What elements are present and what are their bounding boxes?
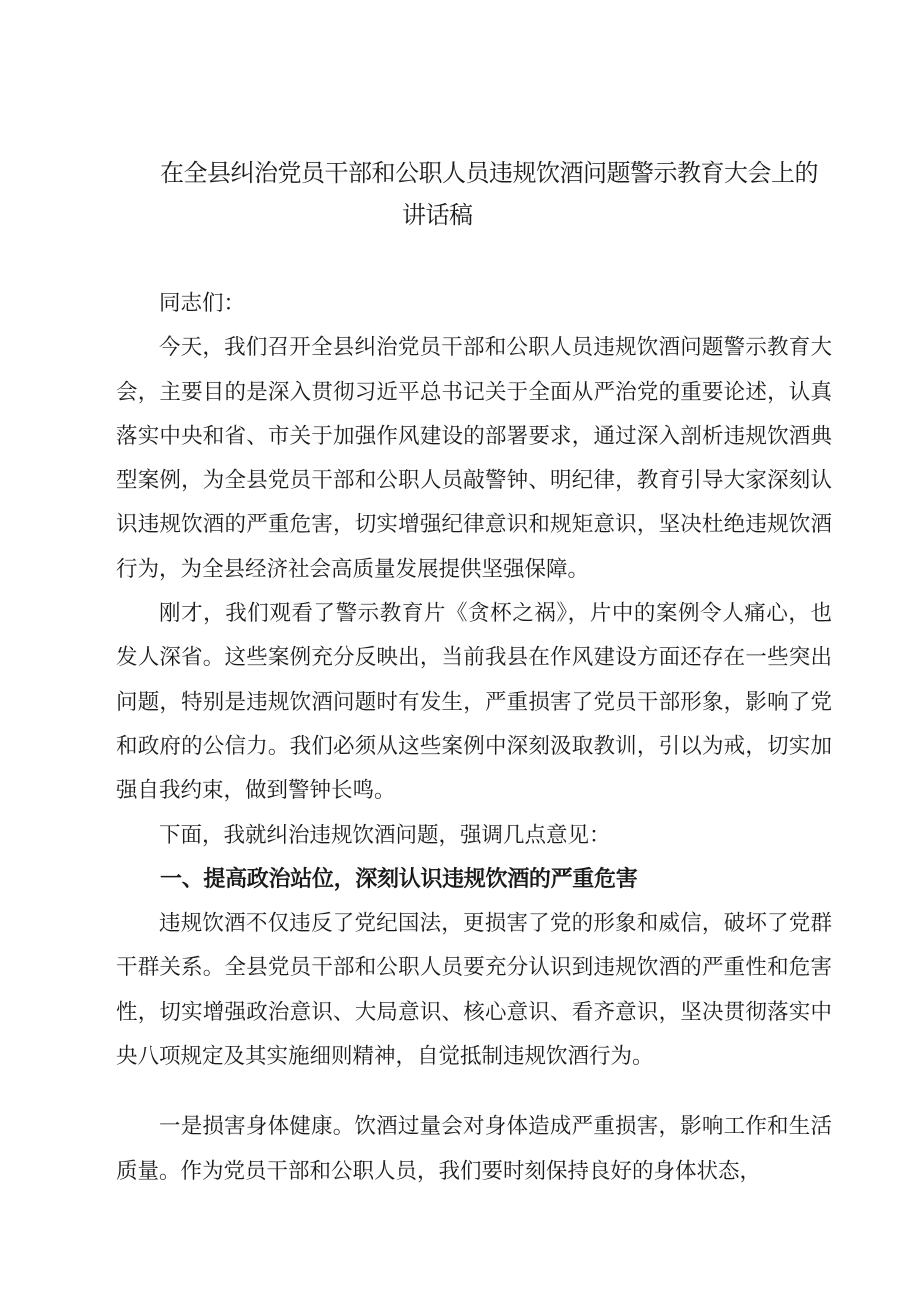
paragraph-transition: 下面，我就纠治违规饮酒问题，强调几点意见： (159, 822, 611, 848)
document-title (160, 152, 830, 236)
salutation: 同志们： (159, 291, 246, 316)
section-1-paragraph: 违规饮酒不仅违反了党纪国法，更损害了党的形象和威信，破坏了党群干群关系。全县党员干部和公职人员要充分认识到违规饮酒的严重性和危害性，切实增强政治意识、大局意识、核心意识、看齐意识，坚决贯彻落实中央八项规定及其实施细则精神，自觉抵制违规饮酒行为。 (116, 911, 832, 1070)
section-heading-1: 一、提高政治站位，深刻认识违规饮酒的严重危害 (160, 866, 638, 892)
title-line-1: 在全县纠治党员干部和公职人员违规饮酒问题警示教育大会上的 (160, 159, 818, 187)
title-line-2: 讲话稿 (402, 201, 473, 229)
document-body (116, 282, 832, 1194)
paragraph-opening: 今天，我们召开全县纠治党员干部和公职人员违规饮酒问题警示教育大会，主要目的是深入贯彻习近平总书记关于全面从严治党的重要论述，认真落实中央和省、市关于加强作风建设的部署要求，通过深入剖析违规饮酒典型案例，为全县党员干部和公职人员敲警钟、明纪律，教育引导大家深刻认识违规饮酒的严重危害，切实增强纪律意识和规矩意识，坚决杜绝违规饮酒行为，为全县经济社会高质量发展提供坚强保障。 (116, 335, 832, 582)
section-1-point-1: 一是损害身体健康。饮酒过量会对身体造成严重损害，影响工作和生活质量。作为党员干部和公职人员，我们要时刻保持良好的身体状态， (116, 1114, 832, 1184)
paragraph-warning-film: 刚才，我们观看了警示教育片《贪杯之祸》，片中的案例令人痛心，也发人深省。这些案例充分反映出，当前我县在作风建设方面还存在一些突出问题，特别是违规饮酒问题时有发生，严重损害了党员干部形象，影响了党和政府的公信力。我们必须从这些案例中深刻汲取教训，引以为戒，切实加强自我约束，做到警钟长鸣。 (116, 601, 832, 804)
